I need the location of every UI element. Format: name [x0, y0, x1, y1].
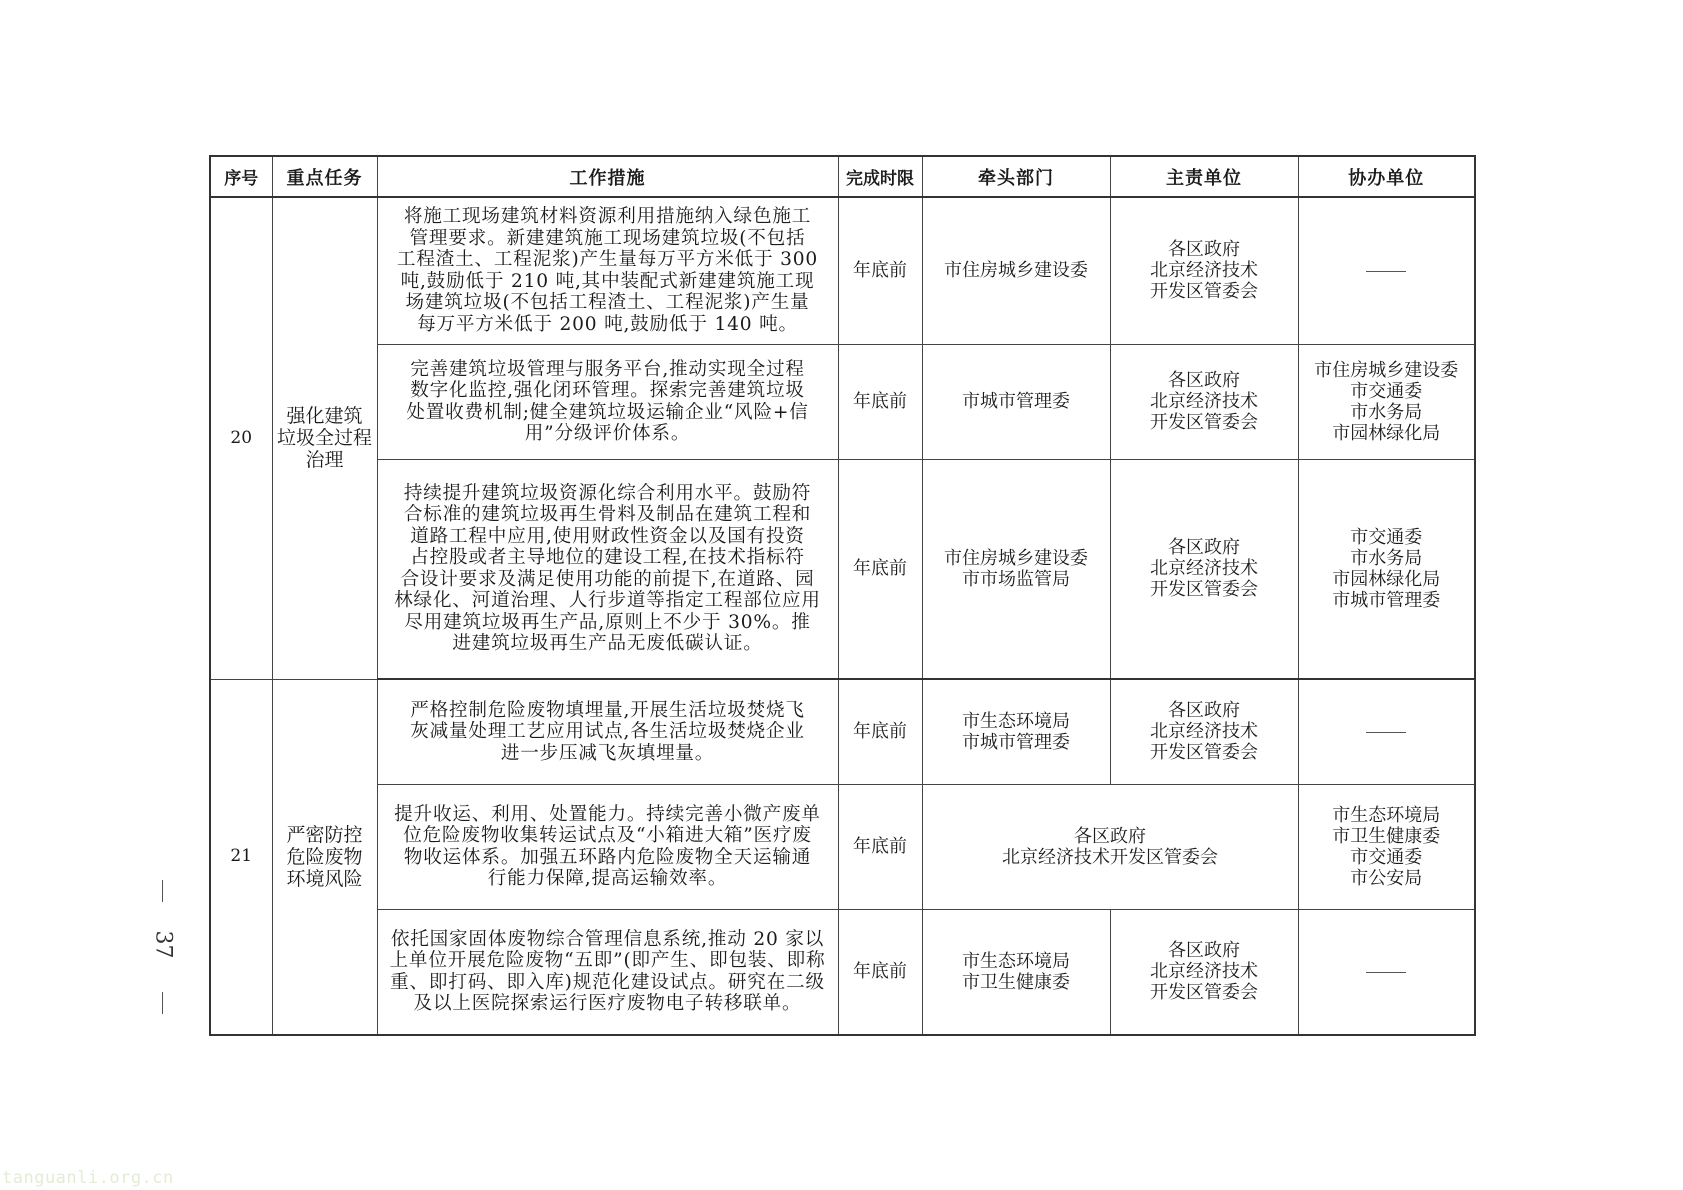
work-measure: 提升收运、利用、处置能力。持续完善小微产废单 位危险废物收集转运试点及“小箱进大箱”医疗废 物收运体系。加强五环路内危险废物全天运输通 行能力保障,提高运输效率。	[377, 784, 838, 909]
table-row	[210, 909, 1475, 1035]
table-header-row	[210, 156, 1475, 197]
deadline: 年底前	[838, 679, 922, 784]
empty-dash	[1366, 972, 1406, 973]
table-row	[210, 784, 1475, 909]
table-row	[210, 344, 1475, 459]
responsible-unit: 各区政府 北京经济技术 开发区管委会	[1110, 197, 1298, 344]
watermark: tanguanli.org.cn	[2, 1168, 174, 1188]
assisting-unit: 市住房城乡建设委 市交通委 市水务局 市园林绿化局	[1298, 344, 1475, 459]
work-measure: 完善建筑垃圾管理与服务平台,推动实现全过程 数字化监控,强化闭环管理。探索完善建筑垃圾 处置收费机制;健全建筑垃圾运输企业“风险+信 用”分级评价体系。	[377, 344, 838, 459]
deadline: 年底前	[838, 784, 922, 909]
header-index: 序号	[210, 156, 272, 197]
lead-department: 市城市管理委	[922, 344, 1110, 459]
task-index: 21	[210, 679, 272, 1035]
responsible-unit: 各区政府 北京经济技术 开发区管委会	[1110, 344, 1298, 459]
work-measure: 严格控制危险废物填埋量,开展生活垃圾焚烧飞 灰减量处理工艺应用试点,各生活垃圾焚烧企业 进一步压减飞灰填埋量。	[377, 679, 838, 784]
page-number: 37	[148, 880, 178, 1015]
page-number-dash-bottom	[162, 992, 163, 1014]
work-measure: 持续提升建筑垃圾资源化综合利用水平。鼓励符 合标准的建筑垃圾再生骨料及制品在建筑工程和 道路工程中应用,使用财政性资金以及国有投资 占控股或者主导地位的建设工程,在技术指标符 合设计要求及满足使用功能的前提下,在道路、园 林绿化、河道治理、人行步道等指定工程部位应用 尽用建筑垃圾再生产品,原则上不少于 30%。推 进建筑垃圾再生产品无废低碳认证。	[377, 459, 838, 679]
table-row	[210, 679, 1475, 784]
assisting-unit	[1298, 679, 1475, 784]
deadline: 年底前	[838, 459, 922, 679]
table-row	[210, 197, 1475, 344]
lead-department: 市住房城乡建设委	[922, 197, 1110, 344]
lead-department: 市住房城乡建设委 市市场监管局	[922, 459, 1110, 679]
lead-department: 市生态环境局 市卫生健康委	[922, 909, 1110, 1035]
work-measure: 依托国家固体废物综合管理信息系统,推动 20 家以 上单位开展危险废物“五即”(即产生、即包装、即称 重、即打码、即入库)规范化建设试点。研究在二级 及以上医院探索运行医疗废物电子转移联单。	[377, 909, 838, 1035]
table-row	[210, 459, 1475, 679]
header-key-task: 重点任务	[272, 156, 377, 197]
lead-and-responsible-merged: 各区政府 北京经济技术开发区管委会	[922, 784, 1298, 909]
header-assisting-unit: 协办单位	[1298, 156, 1475, 197]
assisting-unit	[1298, 197, 1475, 344]
responsible-unit: 各区政府 北京经济技术 开发区管委会	[1110, 459, 1298, 679]
page-number-dash-top	[162, 880, 163, 902]
empty-dash	[1366, 271, 1406, 272]
assisting-unit: 市生态环境局 市卫生健康委 市交通委 市公安局	[1298, 784, 1475, 909]
deadline: 年底前	[838, 197, 922, 344]
deadline: 年底前	[838, 344, 922, 459]
task-table	[209, 155, 1476, 1036]
assisting-unit: 市交通委 市水务局 市园林绿化局 市城市管理委	[1298, 459, 1475, 679]
lead-department: 市生态环境局 市城市管理委	[922, 679, 1110, 784]
deadline: 年底前	[838, 909, 922, 1035]
responsible-unit: 各区政府 北京经济技术 开发区管委会	[1110, 909, 1298, 1035]
work-measure: 将施工现场建筑材料资源利用措施纳入绿色施工 管理要求。新建建筑施工现场建筑垃圾(不包括 工程渣土、工程泥浆)产生量每万平方米低于 300 吨,鼓励低于 210 吨,其中装配式新建建筑施工现 场建筑垃圾(不包括工程渣土、工程泥浆)产生量 每万平方米低于 200 吨,鼓励低于 140 吨。	[377, 197, 838, 344]
header-measures: 工作措施	[377, 156, 838, 197]
assisting-unit	[1298, 909, 1475, 1035]
empty-dash	[1366, 732, 1406, 733]
responsible-unit: 各区政府 北京经济技术 开发区管委会	[1110, 679, 1298, 784]
key-task: 严密防控 危险废物 环境风险	[272, 679, 377, 1035]
task-index: 20	[210, 197, 272, 679]
header-lead-department: 牵头部门	[922, 156, 1110, 197]
header-responsible-unit: 主责单位	[1110, 156, 1298, 197]
key-task: 强化建筑 垃圾全过程 治理	[272, 197, 377, 679]
header-deadline: 完成时限	[838, 156, 922, 197]
